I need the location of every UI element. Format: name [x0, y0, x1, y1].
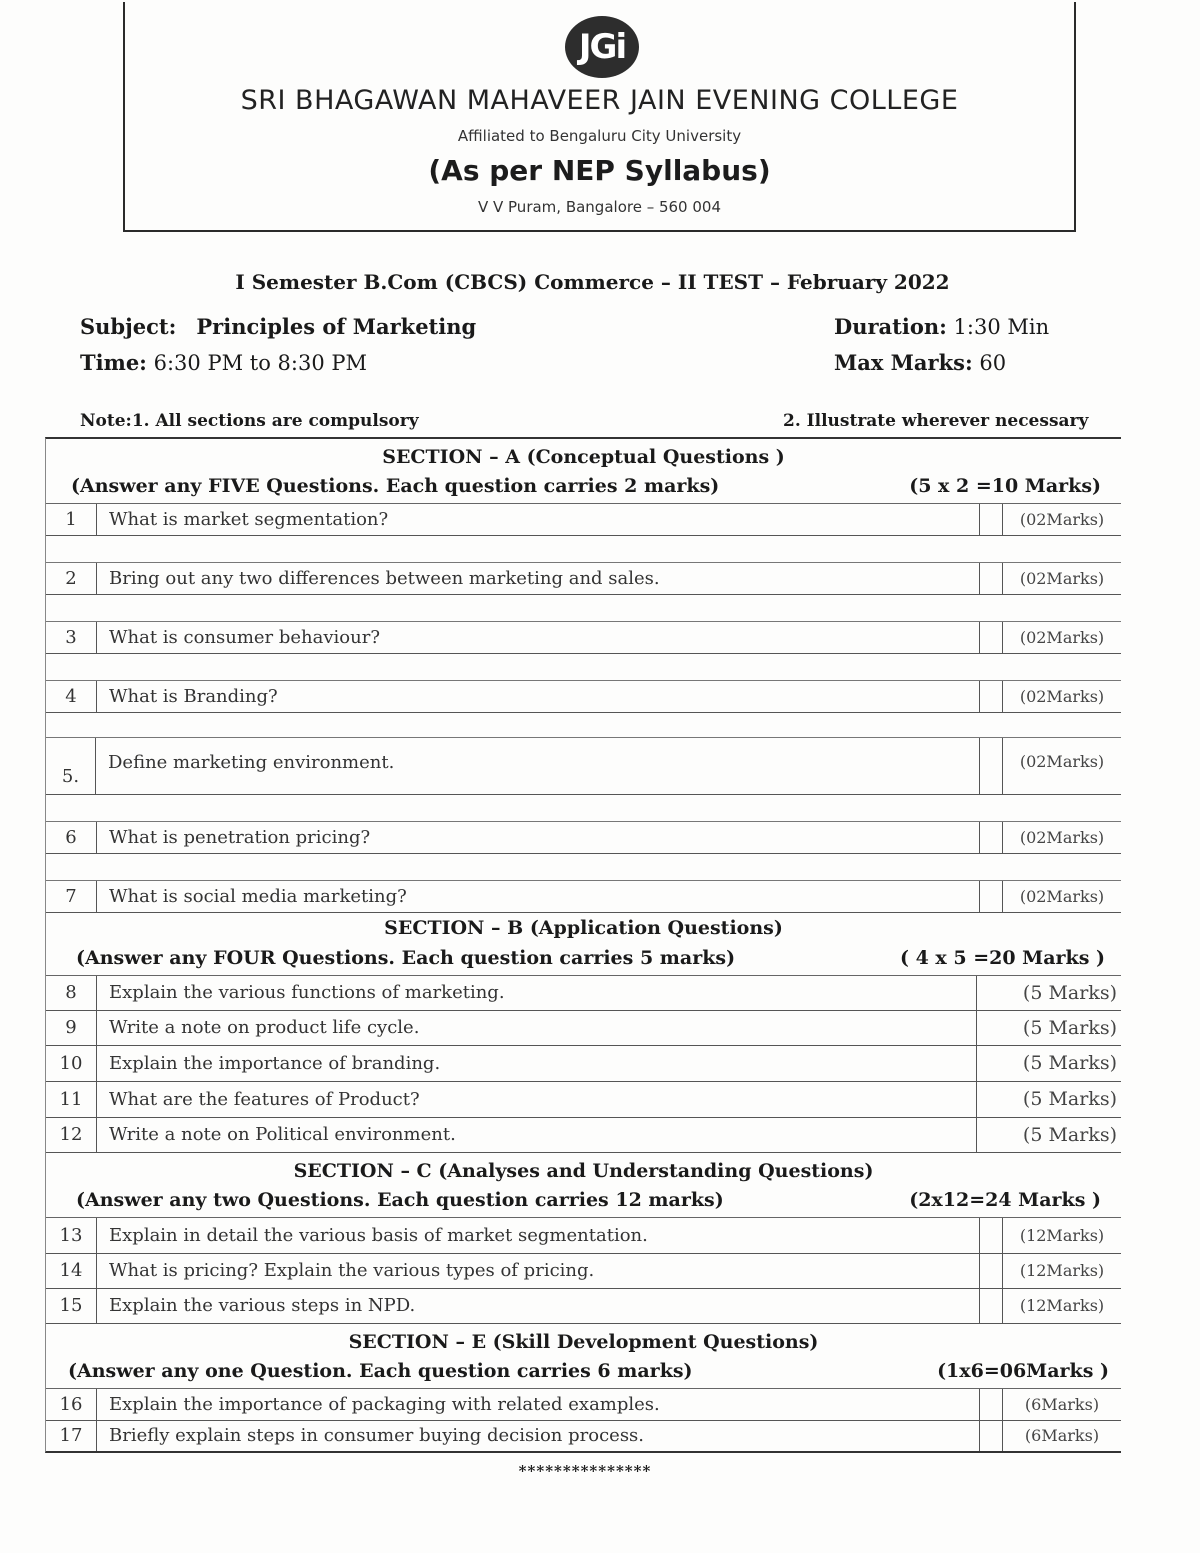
question-row — [46, 1289, 1121, 1324]
college-logo: JGi — [565, 16, 639, 78]
question-marks: (02Marks) — [1019, 887, 1105, 906]
question-text: What is Branding? — [97, 681, 980, 712]
section-c-total: (2x12=24 Marks ) — [909, 1189, 1101, 1211]
section-a-title: SECTION – A (Conceptual Questions ) — [382, 446, 785, 468]
duration-line — [834, 314, 1049, 339]
section-b-title: SECTION – B (Application Questions) — [384, 917, 783, 939]
question-number: 9 — [46, 1011, 97, 1045]
marks-divider — [980, 681, 1003, 712]
max-marks-label: Max Marks: — [834, 350, 973, 375]
section-b-instruction: (Answer any FOUR Questions. Each question carries 5 marks) — [76, 947, 736, 969]
question-marks: (12Marks) — [1019, 1296, 1105, 1315]
time-label: Time: — [80, 350, 147, 375]
question-text: Define marketing environment. — [96, 738, 980, 794]
marks-divider — [980, 1389, 1003, 1420]
duration-label: Duration: — [834, 314, 947, 339]
question-number: 6 — [46, 822, 97, 853]
section-c-instruction-row — [46, 1185, 1121, 1218]
marks-divider — [980, 738, 1003, 794]
college-address: V V Puram, Bangalore – 560 004 — [477, 198, 722, 216]
section-a-instruction-row — [46, 471, 1121, 504]
question-number: 2 — [46, 563, 97, 594]
question-row — [46, 504, 1121, 536]
question-text: What are the features of Product? — [97, 1082, 977, 1117]
question-marks: (02Marks) — [1019, 828, 1105, 847]
question-text: Explain the various functions of marketing. — [97, 976, 977, 1010]
question-marks: (12Marks) — [1019, 1261, 1105, 1280]
section-e-instruction-row — [46, 1356, 1121, 1389]
question-number: 10 — [46, 1046, 97, 1081]
question-number: 7 — [46, 881, 97, 912]
question-marks: (5 Marks) — [1022, 1052, 1117, 1074]
question-row — [46, 738, 1121, 795]
duration-value: 1:30 Min — [953, 315, 1050, 339]
question-marks: (02Marks) — [1019, 510, 1105, 529]
college-header — [123, 2, 1076, 232]
subject-line — [80, 314, 476, 339]
question-number: 12 — [46, 1118, 97, 1152]
max-marks-value: 60 — [979, 351, 1007, 375]
question-number: 17 — [46, 1421, 97, 1451]
question-row — [46, 681, 1121, 713]
question-marks: (5 Marks) — [1022, 982, 1117, 1004]
question-text: Explain the importance of branding. — [97, 1046, 977, 1081]
college-name: SRI BHAGAWAN MAHAVEER JAIN EVENING COLLEGE — [240, 85, 959, 116]
question-text: What is pricing? Explain the various types of pricing. — [97, 1254, 980, 1288]
question-text: Explain in detail the various basis of market segmentation. — [97, 1218, 980, 1253]
question-number: 8 — [46, 976, 97, 1010]
question-text: Explain the importance of packaging with related examples. — [97, 1389, 980, 1420]
question-row — [46, 881, 1121, 913]
section-c-instruction: (Answer any two Questions. Each question carries 12 marks) — [76, 1189, 724, 1211]
question-row — [46, 1011, 1121, 1046]
time-value: 6:30 PM to 8:30 PM — [153, 351, 367, 375]
question-row — [46, 1218, 1121, 1254]
time-line — [80, 350, 367, 375]
marks-divider — [980, 1218, 1003, 1253]
question-marks: (6Marks) — [1024, 1426, 1100, 1445]
section-b-instruction-row — [46, 943, 1121, 976]
question-row — [46, 1389, 1121, 1421]
question-row — [46, 1118, 1121, 1153]
affiliation: Affiliated to Bengaluru City University — [457, 127, 742, 145]
question-text: Bring out any two differences between marketing and sales. — [97, 563, 980, 594]
section-a-total: (5 x 2 =10 Marks) — [909, 475, 1101, 497]
row-spacer — [46, 795, 1121, 822]
marks-divider — [980, 504, 1003, 535]
question-row — [46, 1421, 1121, 1451]
question-marks: (5 Marks) — [1022, 1088, 1117, 1110]
subject-label: Subject: — [80, 314, 177, 339]
section-c-title: SECTION – C (Analyses and Understanding Questions) — [293, 1160, 874, 1182]
marks-divider — [980, 563, 1003, 594]
question-number: 15 — [46, 1289, 97, 1323]
marks-divider — [980, 822, 1003, 853]
row-spacer — [46, 654, 1121, 681]
section-e-instruction: (Answer any one Question. Each question carries 6 marks) — [68, 1360, 693, 1382]
question-text: Briefly explain steps in consumer buying decision process. — [97, 1421, 980, 1451]
question-number: 14 — [46, 1254, 97, 1288]
question-text: What is consumer behaviour? — [97, 622, 980, 653]
question-marks: (02Marks) — [1019, 569, 1105, 588]
question-marks: (02Marks) — [1019, 687, 1105, 706]
marks-divider — [980, 1289, 1003, 1323]
question-marks: (12Marks) — [1019, 1226, 1105, 1245]
question-marks: (6Marks) — [1024, 1395, 1100, 1414]
question-text: What is social media marketing? — [97, 881, 980, 912]
section-e-total: (1x6=06Marks ) — [937, 1360, 1109, 1382]
syllabus-note: (As per NEP Syllabus) — [428, 154, 771, 187]
question-number: 16 — [46, 1389, 97, 1420]
note-compulsory: Note:1. All sections are compulsory — [80, 411, 419, 431]
question-marks: (5 Marks) — [1022, 1017, 1117, 1039]
section-a-instruction: (Answer any FIVE Questions. Each question carries 2 marks) — [71, 475, 720, 497]
question-number: 5. — [46, 738, 96, 794]
end-stars: *************** — [518, 1462, 652, 1480]
row-spacer — [46, 713, 1121, 738]
marks-divider — [980, 622, 1003, 653]
question-number: 1 — [46, 504, 97, 535]
row-spacer — [46, 854, 1121, 881]
question-text: What is market segmentation? — [97, 504, 980, 535]
question-row — [46, 1046, 1121, 1082]
question-row — [46, 1254, 1121, 1289]
question-table — [45, 437, 1121, 1453]
question-row — [46, 622, 1121, 654]
question-text: Write a note on product life cycle. — [97, 1011, 977, 1045]
section-b-total: ( 4 x 5 =20 Marks ) — [899, 947, 1105, 969]
question-number: 13 — [46, 1218, 97, 1253]
question-text: Write a note on Political environment. — [97, 1118, 977, 1152]
max-marks-line — [834, 350, 1006, 375]
question-number: 4 — [46, 681, 97, 712]
question-marks: (02Marks) — [1019, 752, 1105, 771]
exam-title: I Semester B.Com (CBCS) Commerce – II TEST – February 2022 — [235, 270, 950, 294]
question-text: Explain the various steps in NPD. — [97, 1289, 980, 1323]
marks-divider — [980, 1421, 1003, 1451]
marks-divider — [980, 881, 1003, 912]
question-text: What is penetration pricing? — [97, 822, 980, 853]
section-e-title: SECTION – E (Skill Development Questions) — [348, 1331, 819, 1353]
question-row — [46, 1082, 1121, 1118]
marks-divider — [980, 1254, 1003, 1288]
question-row — [46, 822, 1121, 854]
question-marks: (5 Marks) — [1022, 1124, 1117, 1146]
question-number: 3 — [46, 622, 97, 653]
subject-value: Principles of Marketing — [196, 314, 477, 339]
question-number: 11 — [46, 1082, 97, 1117]
question-row — [46, 976, 1121, 1011]
row-spacer — [46, 536, 1121, 563]
question-row — [46, 563, 1121, 595]
row-spacer — [46, 595, 1121, 622]
note-illustrate: 2. Illustrate wherever necessary — [783, 411, 1089, 431]
question-marks: (02Marks) — [1019, 628, 1105, 647]
